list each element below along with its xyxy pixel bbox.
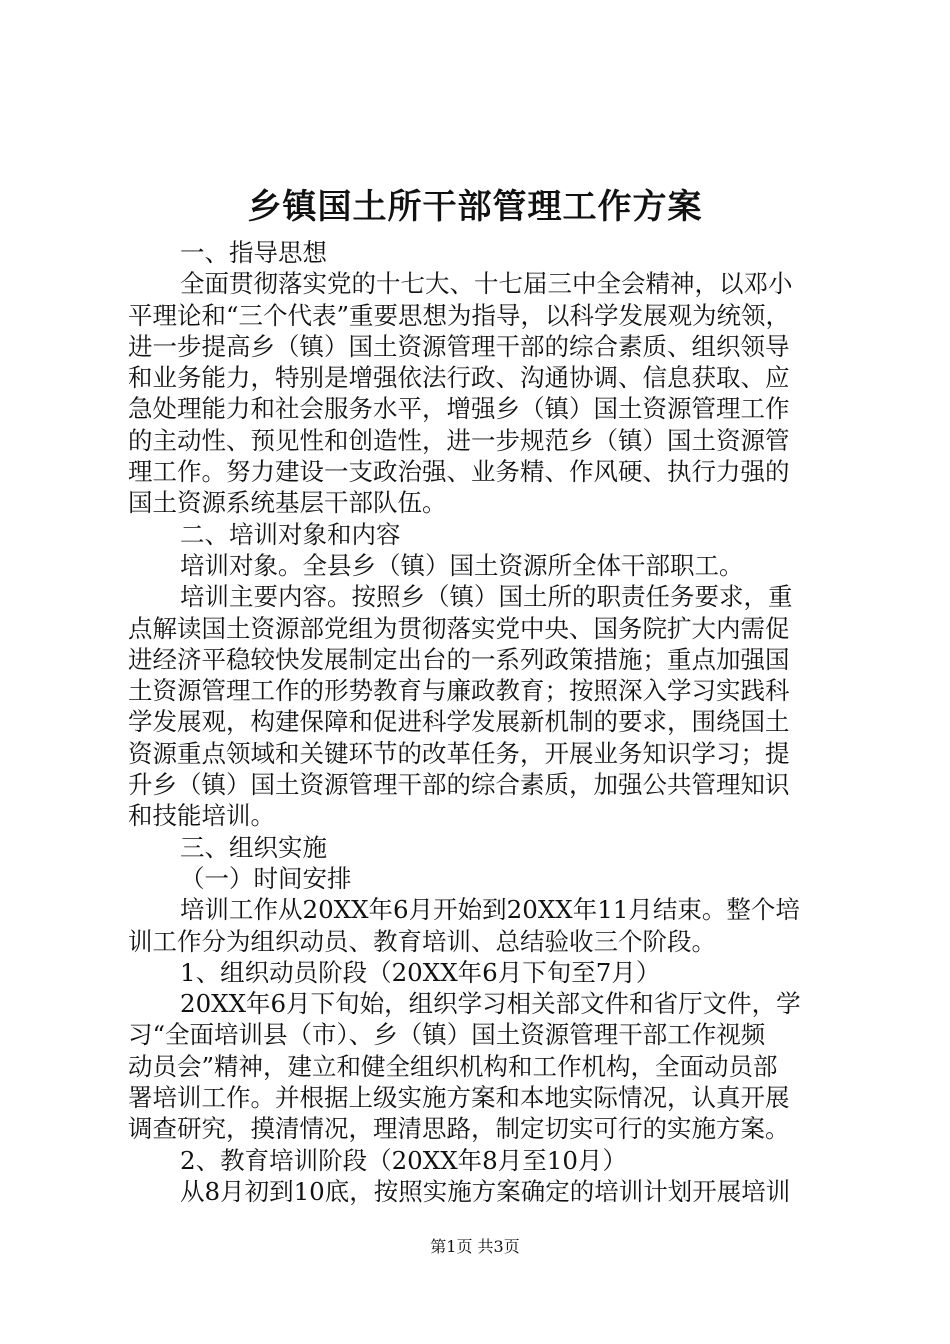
- body-line: 1、组织动员阶段（20XX年6月下旬至7月）: [180, 957, 661, 987]
- document-title: 乡镇国土所干部管理工作方案: [247, 187, 703, 227]
- body-line: 升乡（镇）国土资源管理干部的综合素质，加强公共管理知识: [128, 770, 790, 800]
- body-line: 培训工作从20XX年6月开始到20XX年11月结束。整个培: [180, 895, 800, 925]
- body-line: 国土资源系统基层干部队伍。: [128, 488, 447, 518]
- body-line: 培训主要内容。按照乡（镇）国土所的职责任务要求，重: [180, 582, 793, 612]
- body-line: 和技能培训。: [128, 801, 275, 831]
- body-line: 进一步提高乡（镇）国土资源管理干部的综合素质、组织领导: [128, 331, 790, 361]
- body-line: 进经济平稳较快发展制定出台的一系列政策措施；重点加强国: [128, 644, 790, 674]
- body-line: 动员会”精神，建立和健全组织机构和工作机构，全面动员部: [128, 1051, 778, 1081]
- body-line: （一）时间安排: [180, 863, 352, 893]
- body-line: 2、教育培训阶段（20XX年8月至10月）: [180, 1145, 627, 1175]
- body-line: 资源重点领域和关键环节的改革任务，开展业务知识学习；提: [128, 738, 790, 768]
- body-line: 调查研究，摸清情况，理清思路，制定切实可行的实施方案。: [128, 1114, 790, 1144]
- body-line: 三、组织实施: [180, 832, 327, 862]
- body-line: 急处理能力和社会服务水平，增强乡（镇）国土资源管理工作: [128, 394, 790, 424]
- body-line: 20XX年6月下旬始，组织学习相关部文件和省厅文件，学: [180, 989, 801, 1019]
- body-line: 训工作分为组织动员、教育培训、总结验收三个阶段。: [128, 926, 716, 956]
- body-line: 的主动性、预见性和创造性，进一步规范乡（镇）国土资源管: [128, 425, 790, 455]
- body-line: 理工作。努力建设一支政治强、业务精、作风硬、执行力强的: [128, 457, 790, 487]
- body-line: 培训对象。全县乡（镇）国土资源所全体干部职工。: [180, 550, 744, 580]
- page-footer: 第1页 共3页: [430, 1237, 520, 1256]
- body-line: 学发展观，构建保障和促进科学发展新机制的要求，围绕国土: [128, 707, 790, 737]
- body-line: 和业务能力，特别是增强依法行政、沟通协调、信息获取、应: [128, 363, 790, 393]
- document-body: [128, 237, 828, 1207]
- body-line: 平理论和“三个代表”重要思想为指导，以科学发展观为统领，: [128, 300, 791, 330]
- body-line: 一、指导思想: [180, 238, 327, 267]
- body-line: 习“全面培训县（市）、乡（镇）国土资源管理干部工作视频: [128, 1020, 766, 1050]
- body-line: 从8月初到10底，按照实施方案确定的培训计划开展培训: [180, 1176, 791, 1206]
- body-line: 二、培训对象和内容: [180, 519, 401, 549]
- body-line: 土资源管理工作的形势教育与廉政教育；按照深入学习实践科: [128, 676, 790, 706]
- body-line: 署培训工作。并根据上级实施方案和本地实际情况，认真开展: [128, 1083, 790, 1113]
- body-line: 点解读国土资源部党组为贯彻落实党中央、国务院扩大内需促: [128, 613, 790, 643]
- body-line: 全面贯彻落实党的十七大、十七届三中全会精神，以邓小: [180, 269, 793, 299]
